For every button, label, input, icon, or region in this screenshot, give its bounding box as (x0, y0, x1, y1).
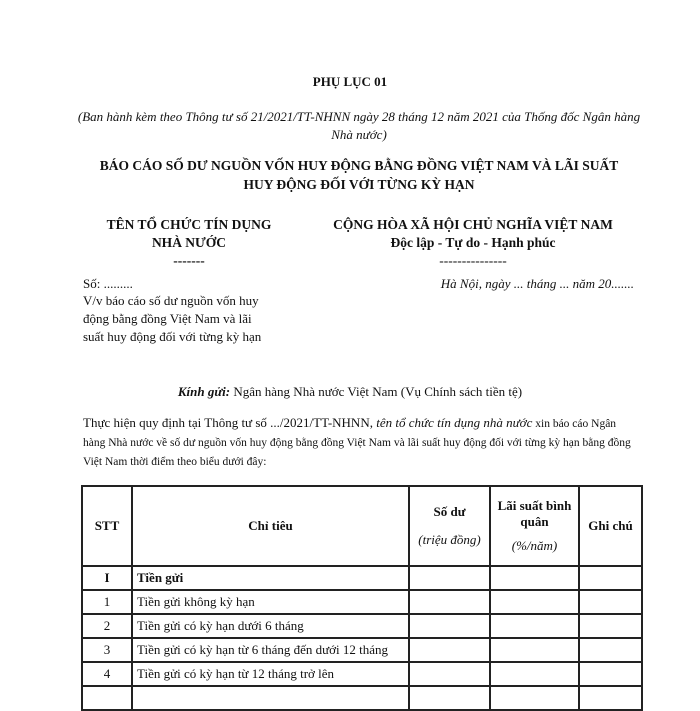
recipient-value: Ngân hàng Nhà nước Việt Nam (Vụ Chính sách tiền tệ) (233, 384, 523, 399)
row-note-cell (579, 614, 642, 638)
national-divider: --------------- (439, 253, 507, 268)
header-balance (409, 486, 490, 566)
subject-line-2: động bằng đồng Việt Nam và lãi (83, 311, 252, 326)
place-and-date: Hà Nội, ngày ... tháng ... năm 20....... (440, 276, 634, 291)
table-row (82, 662, 642, 686)
header-balance-label: Số dư (433, 504, 466, 519)
row-note-cell (579, 638, 642, 662)
national-motto: Độc lập - Tự do - Hạnh phúc (390, 235, 556, 250)
organization-name-line-1: TÊN TỔ CHỨC TÍN DỤNG (106, 217, 272, 232)
row-balance-cell (409, 686, 490, 710)
row-item-cell (132, 686, 409, 710)
report-title (70, 156, 648, 194)
intro-org-placeholder: tên tổ chức tín dụng nhà nước (376, 415, 533, 430)
report-table (81, 485, 643, 711)
row-item: Tiền gửi có kỳ hạn dưới 6 tháng (132, 614, 409, 638)
row-balance-cell (409, 590, 490, 614)
header-rate-label: Lãi suất bình quân (497, 498, 572, 529)
row-stt: I (82, 566, 132, 590)
header-rate (490, 486, 579, 566)
issuance-note: (Ban hành kèm theo Thông tư số 21/2021/TT-NHNN ngày 28 tháng 12 năm 2021 của Thống đốc Ngân hàng Nhà nước) (77, 109, 641, 142)
row-stt-cell (82, 686, 132, 710)
subject-line-3: suất huy động đối với từng kỳ hạn (83, 329, 262, 344)
row-stt: 2 (82, 614, 132, 638)
country-name: CỘNG HÒA XÃ HỘI CHỦ NGHĨA VIỆT NAM (333, 217, 613, 232)
row-stt: 4 (82, 662, 132, 686)
row-rate-cell (490, 566, 579, 590)
header-rate-unit: (%/năm) (511, 538, 558, 553)
row-note-cell (579, 566, 642, 590)
header-balance-unit: (triệu đồng) (418, 532, 481, 547)
table-row (82, 566, 642, 590)
subject-line-1: V/v báo cáo số dư nguồn vốn huy (83, 293, 259, 308)
row-balance-cell (409, 638, 490, 662)
intro-part-1: Thực hiện quy định tại Thông tư số .../2021/TT-NHNN, (83, 415, 377, 430)
row-rate-cell (490, 686, 579, 710)
row-item: Tiền gửi không kỳ hạn (132, 590, 409, 614)
header-stt: STT (82, 486, 132, 566)
organization-divider: ------- (173, 253, 205, 268)
header-note: Ghi chú (579, 486, 642, 566)
row-stt: 1 (82, 590, 132, 614)
organization-name-line-2: NHÀ NƯỚC (151, 235, 227, 250)
row-note-cell (579, 662, 642, 686)
header-item: Chỉ tiêu (132, 486, 409, 566)
row-item: Tiền gửi có kỳ hạn từ 12 tháng trở lên (132, 662, 409, 686)
row-balance-cell (409, 566, 490, 590)
row-item: Tiền gửi (132, 566, 409, 590)
intro-paragraph (83, 414, 635, 471)
report-title-line-1: BÁO CÁO SỐ DƯ NGUỒN VỐN HUY ĐỘNG BẰNG ĐỒNG VIỆT NAM VÀ LÃI SUẤT (99, 158, 619, 173)
national-header (300, 216, 646, 270)
recipient-label: Kính gửi: (177, 384, 231, 399)
row-item: Tiền gửi có kỳ hạn từ 6 tháng đến dưới 12 tháng (132, 638, 409, 662)
organization-header (78, 216, 300, 270)
table-row (82, 590, 642, 614)
table-row (82, 614, 642, 638)
row-note-cell (579, 590, 642, 614)
row-rate-cell (490, 638, 579, 662)
row-rate-cell (490, 614, 579, 638)
row-balance-cell (409, 662, 490, 686)
row-balance-cell (409, 614, 490, 638)
table-header-row (82, 486, 642, 566)
table-row (82, 638, 642, 662)
intro-part-2: xin báo cáo Ngân hàng Nhà nước về số dư nguồn vốn huy động bằng đồng Việt Nam và lãi suất huy động đối với từng kỳ hạn bằng đồng Việt Nam thời điểm theo biểu dưới đây: (83, 418, 631, 468)
appendix-title: PHỤ LỤC 01 (312, 74, 388, 89)
row-rate-cell (490, 662, 579, 686)
table-row (82, 686, 642, 710)
document-subject (83, 292, 293, 346)
row-stt: 3 (82, 638, 132, 662)
row-rate-cell (490, 590, 579, 614)
report-title-line-2: HUY ĐỘNG ĐỐI VỚI TỪNG KỲ HẠN (243, 177, 475, 192)
row-note-cell (579, 686, 642, 710)
document-number: Số: ......... (83, 276, 133, 291)
recipient-line (0, 384, 700, 400)
